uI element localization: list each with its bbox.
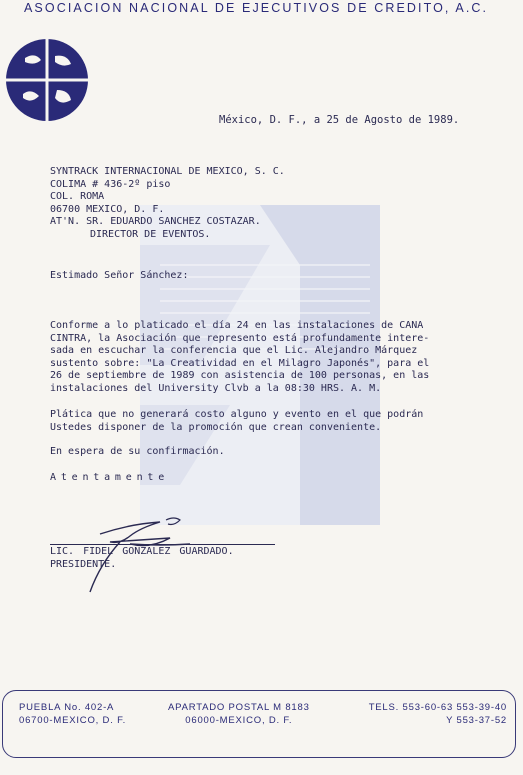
paragraph-1-line: Conforme a lo platicado el día 24 en las instalaciones de CANA xyxy=(50,320,424,331)
recipient-colonia: COL. ROMA xyxy=(50,191,105,203)
footer-address-line: 06700-MEXICO, D. F. xyxy=(19,715,127,726)
footer-phones-line: TELS. 553-60-63 553-39-40 xyxy=(368,702,507,713)
salutation: Estimado Señor Sánchez: xyxy=(50,270,189,281)
recipient-company: SYNTRACK INTERNACIONAL DE MEXICO, S. C. xyxy=(50,166,285,177)
paragraph-2-line: Plática que no generará costo alguno y evento en el que podrán xyxy=(50,409,424,420)
letter-date: México, D. F., a 25 de Agosto de 1989. xyxy=(219,114,460,126)
footer-po-box-line: APARTADO POSTAL M 8183 xyxy=(168,702,310,713)
recipient-attention: AT'N. SR. EDUARDO SANCHEZ COSTAZAR. xyxy=(50,216,261,228)
recipient-position: DIRECTOR DE EVENTOS. xyxy=(90,228,211,240)
signer-name: LIC. FIDEL GONZALEZ GUARDADO. xyxy=(50,546,234,557)
footer-phones-line: Y 553-37-52 xyxy=(446,715,507,726)
footer-po-box-line: 06000-MEXICO, D. F. xyxy=(185,715,293,726)
paragraph-1-line: sada en escuchar la conferencia que el Lic. Alejandro Márquez xyxy=(50,345,418,357)
footer-po-box xyxy=(168,701,310,727)
paragraph-1 xyxy=(50,320,429,396)
paragraph-3: En espera de su confirmación. xyxy=(50,446,225,457)
footer-address xyxy=(19,701,126,727)
signer-title: PRESIDENTE. xyxy=(50,559,117,570)
recipient-address xyxy=(50,166,285,242)
recipient-city: 06700 MEXICO, D. F. xyxy=(50,203,165,215)
signature-line xyxy=(50,544,275,545)
paragraph-1-line: instalaciones del University Clvb a la 08:30 HRS. A. M. xyxy=(50,382,382,394)
organization-name: ASOCIACION NACIONAL DE EJECUTIVOS DE CREDITO, A.C. xyxy=(24,1,489,15)
paragraph-2 xyxy=(50,409,423,434)
footer-phones xyxy=(357,701,507,727)
paragraph-1-line: 26 de septiembre de 1989 con asistencia de 100 personas, en las xyxy=(50,370,430,382)
footer-address-line: PUEBLA No. 402-A xyxy=(19,702,115,713)
paragraph-1-line: sustento sobre: "La Creatividad en el Milagro Japonés", para el xyxy=(50,357,430,369)
paragraph-1-line: CINTRA, la Asociación que represento está profundamente intere- xyxy=(50,332,430,344)
closing: Atentamente xyxy=(50,472,170,483)
association-logo xyxy=(5,38,89,122)
paragraph-2-line: Ustedes disponer de la promoción que crean conveniente. xyxy=(50,421,382,433)
recipient-street: COLIMA # 436-2º piso xyxy=(50,178,171,190)
